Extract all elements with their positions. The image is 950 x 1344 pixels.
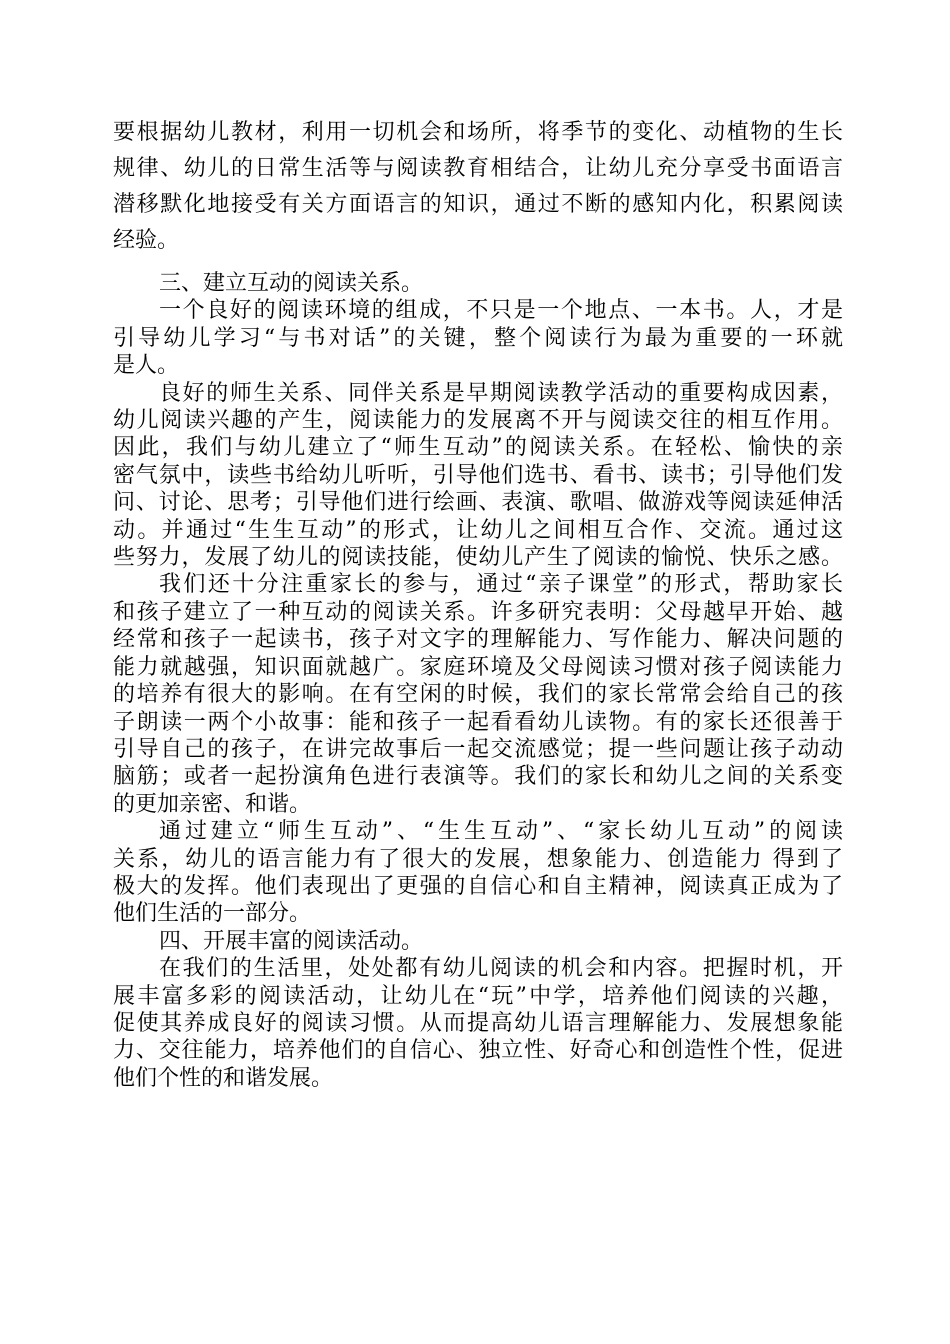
text-line: 引导自己的孩子，在讲完故事后一起交流感觉；提一些问题让孩子动动 (113, 736, 843, 762)
text-line: 经常和孩子一起读书，孩子对文字的理解能力、写作能力、解决问题的 (113, 627, 843, 653)
text-line: 潜移默化地接受有关方面语言的知识，通过不断的感知内化，积累阅读 (113, 192, 843, 217)
text-line: 脑筋；或者一起扮演角色进行表演等。我们的家长和幼儿之间的关系变 (113, 764, 843, 790)
text-line: 动。并通过“生生互动”的形式，让幼儿之间相互合作、交流。通过这 (113, 517, 843, 543)
text-line: 能力就越强，知识面就越广。家庭环境及父母阅读习惯对孩子阅读能力 (113, 654, 843, 680)
text-line: 通过建立“师生互动”、“生生互动”、“家长幼儿互动”的阅读 (159, 819, 843, 845)
text-line: 因此，我们与幼儿建立了“师生互动”的阅读关系。在轻松、愉快的亲 (113, 435, 843, 461)
text-line: 在我们的生活里，处处都有幼儿阅读的机会和内容。把握时机，开 (159, 956, 843, 982)
text-line: 力、交往能力，培养他们的自信心、独立性、好奇心和创造性个性，促进 (113, 1038, 843, 1064)
text-line: 幼儿阅读兴趣的产生，阅读能力的发展离不开与阅读交往的相互作用。 (113, 408, 843, 434)
text-line: 关系，幼儿的语言能力有了很大的发展，想象能力、创造能力 得到了 (113, 846, 843, 872)
text-line: 他们个性的和谐发展。 (113, 1065, 334, 1091)
text-line: 的更加亲密、和谐。 (113, 791, 312, 817)
text-line: 些努力，发展了幼儿的阅读技能，使幼儿产生了阅读的愉悦、快乐之感。 (113, 545, 843, 571)
text-line: 极大的发挥。他们表现出了更强的自信心和自主精神，阅读真正成为了 (113, 873, 843, 899)
text-line: 引导幼儿学习“与书对话”的关键，整个阅读行为最为重要的一环就 (113, 325, 843, 351)
text-line: 问、讨论、思考；引导他们进行绘画、表演、歌唱、做游戏等阅读延伸活 (113, 490, 843, 516)
section-heading-4: 四、开展丰富的阅读活动。 (159, 928, 424, 954)
text-line: 展丰富多彩的阅读活动，让幼儿在“玩”中学，培养他们阅读的兴趣， (113, 983, 843, 1009)
text-line: 要根据幼儿教材，利用一切机会和场所，将季节的变化、动植物的生长 (113, 120, 843, 145)
text-line: 规律、幼儿的日常生活等与阅读教育相结合，让幼儿充分享受书面语言 (113, 156, 843, 181)
text-line: 子朗读一两个小故事：能和孩子一起看看幼儿读物。有的家长还很善于 (113, 709, 843, 735)
text-line: 我们还十分注重家长的参与，通过“亲子课堂”的形式，帮助家长 (159, 572, 843, 598)
body-text (113, 270, 843, 1092)
text-line: 是人。 (113, 353, 180, 379)
text-line: 一个良好的阅读环境的组成，不只是一个地点、一本书。人，才是 (159, 298, 843, 324)
section-heading-3: 三、建立互动的阅读关系。 (159, 271, 424, 296)
text-line: 密气氛中，读些书给幼儿听听，引导他们选书、看书、读书；引导他们发 (113, 462, 843, 488)
text-line: 和孩子建立了一种互动的阅读关系。许多研究表明：父母越早开始、越 (113, 599, 843, 625)
text-line: 促使其养成良好的阅读习惯。从而提高幼儿语言理解能力、发展想象能 (113, 1010, 843, 1036)
text-line: 良好的师生关系、同伴关系是早期阅读教学活动的重要构成因素， (159, 380, 843, 406)
text-line: 他们生活的一部分。 (113, 901, 312, 927)
text-line: 的培养有很大的影响。在有空闲的时候，我们的家长常常会给自己的孩 (113, 682, 843, 708)
text-line: 经验。 (113, 228, 180, 253)
top-paragraph (113, 115, 843, 259)
